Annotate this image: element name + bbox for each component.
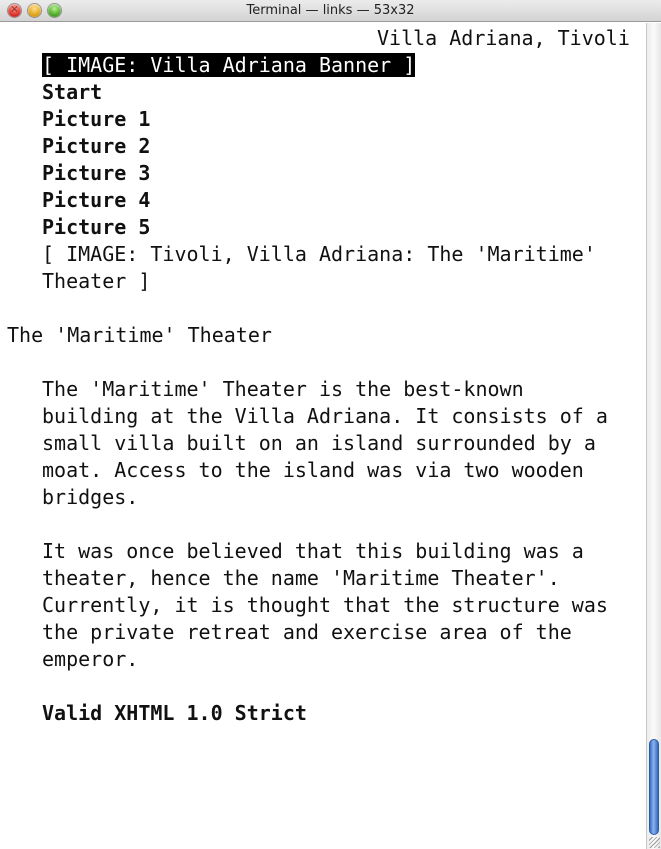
paragraph-1-line: small villa built on an island surrounded by a: [42, 431, 596, 455]
window-title: Terminal — links — 53x32: [246, 3, 415, 18]
valid-xhtml-link[interactable]: Valid XHTML 1.0 Strict: [42, 701, 307, 725]
paragraph-2-line: It was once believed that this building was a: [42, 539, 584, 563]
nav-link-picture-4[interactable]: Picture 4: [42, 188, 151, 212]
paragraph-2-line: emperor.: [42, 647, 139, 671]
nav-link-picture-3[interactable]: Picture 3: [42, 161, 151, 185]
scroll-thumb[interactable]: [649, 739, 659, 835]
resize-grip-icon[interactable]: [649, 837, 660, 848]
close-icon: ×: [10, 4, 19, 15]
paragraph-1-line: moat. Access to the island was via two wooden: [42, 458, 584, 482]
nav-link-picture-5[interactable]: Picture 5: [42, 215, 151, 239]
page-heading: The 'Maritime' Theater: [7, 323, 272, 347]
paragraph-2-line: the private retreat and exercise area of the: [42, 620, 572, 644]
paragraph-2-line: Currently, it is thought that the structure was: [42, 593, 608, 617]
page-header-title: Villa Adriana, Tivoli: [377, 26, 630, 50]
title-bar: [0, 0, 661, 22]
image-alt-text-line-2: Theater ]: [42, 269, 151, 293]
nav-link-picture-1[interactable]: Picture 1: [42, 107, 151, 131]
terminal-content: [0, 23, 645, 849]
paragraph-1-line: The 'Maritime' Theater is the best-known: [42, 377, 524, 401]
paragraph-1-line: building at the Villa Adriana. It consists of a: [42, 404, 608, 428]
nav-link-start[interactable]: Start: [42, 80, 103, 104]
nav-link-picture-2[interactable]: Picture 2: [42, 134, 151, 158]
paragraph-1-line: bridges.: [42, 485, 139, 509]
paragraph-2-line: theater, hence the name 'Maritime Theater'.: [42, 566, 560, 590]
vertical-scrollbar[interactable]: [646, 23, 661, 849]
image-alt-text-line-1: [ IMAGE: Tivoli, Villa Adriana: The 'Maritime': [42, 242, 596, 266]
banner-image-link[interactable]: [ IMAGE: Villa Adriana Banner ]: [42, 53, 416, 77]
